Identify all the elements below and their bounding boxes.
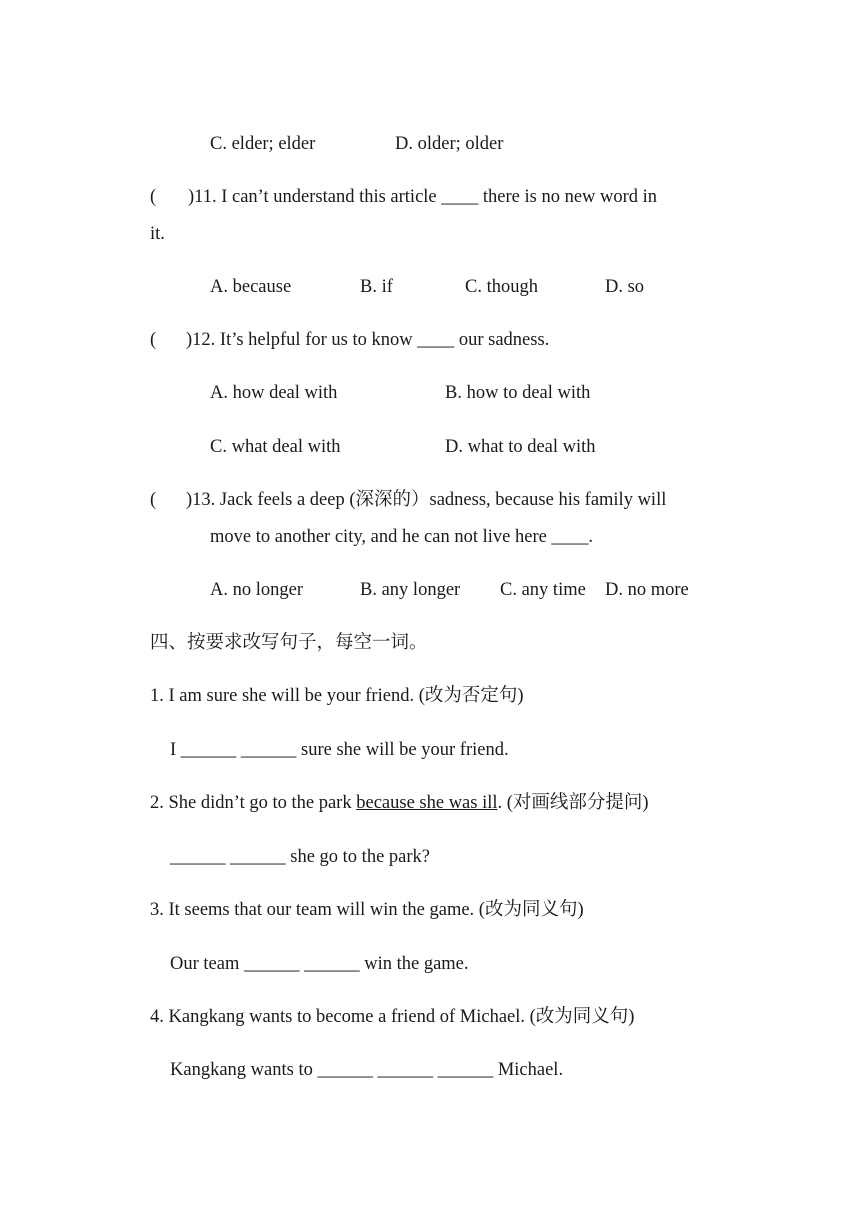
rewrite-1-answer: I ______ ______ sure she will be your friend.	[170, 740, 509, 760]
q11-option-d: D. so	[605, 277, 645, 297]
q11-paren: (	[150, 187, 157, 207]
q13-option-b: B. any longer	[360, 580, 461, 600]
rewrite-1-prompt: 1. I am sure she will be your friend. (改为否定句)	[150, 686, 524, 706]
rewrite-3-answer: Our team ______ ______ win the game.	[170, 954, 469, 974]
q12-option-a: A. how deal with	[210, 383, 338, 403]
rewrite-2-prompt-pre: 2. She didn’t go to the park	[150, 793, 357, 813]
rewrite-3-prompt: 3. It seems that our team will win the game. (改为同义句)	[150, 900, 584, 920]
rewrite-2-underlined-part: because she was ill	[356, 793, 498, 813]
rewrite-4-answer: Kangkang wants to ______ ______ ______ Michael.	[170, 1060, 564, 1080]
q10-option-d: D. older; older	[395, 134, 504, 154]
rewrite-4-prompt: 4. Kangkang wants to become a friend of Michael. (改为同义句)	[150, 1007, 635, 1027]
q13-option-a: A. no longer	[210, 580, 303, 600]
q12-option-c: C. what deal with	[210, 437, 341, 457]
q12-stem: )12. It’s helpful for us to know ____ our sadness.	[186, 330, 550, 350]
rewrite-2-prompt	[150, 792, 649, 814]
q12-option-d: D. what to deal with	[445, 437, 596, 457]
q11-stem: )11. I can’t understand this article ____ there is no new word in	[188, 187, 658, 207]
q10-option-c: C. elder; elder	[210, 134, 316, 154]
q13-paren: (	[150, 490, 157, 510]
q11-option-b: B. if	[360, 277, 393, 297]
rewrite-2-prompt-post: . (对画线部分提问)	[497, 793, 649, 813]
section-4-heading: 四、按要求改写句子，每空一词。	[150, 633, 428, 653]
q11-option-a: A. because	[210, 277, 292, 297]
q11-stem-cont: it.	[150, 224, 165, 244]
q13-stem-cont: move to another city, and he can not live here ____.	[210, 527, 594, 547]
q11-option-c: C. though	[465, 277, 538, 297]
q13-stem: )13. Jack feels a deep (深深的）sadness, because his family will	[186, 490, 667, 510]
q12-option-b: B. how to deal with	[445, 383, 591, 403]
q13-option-c: C. any time	[500, 580, 586, 600]
q12-paren: (	[150, 330, 157, 350]
rewrite-2-answer: ______ ______ she go to the park?	[170, 847, 430, 867]
q13-option-d: D. no more	[605, 580, 689, 600]
